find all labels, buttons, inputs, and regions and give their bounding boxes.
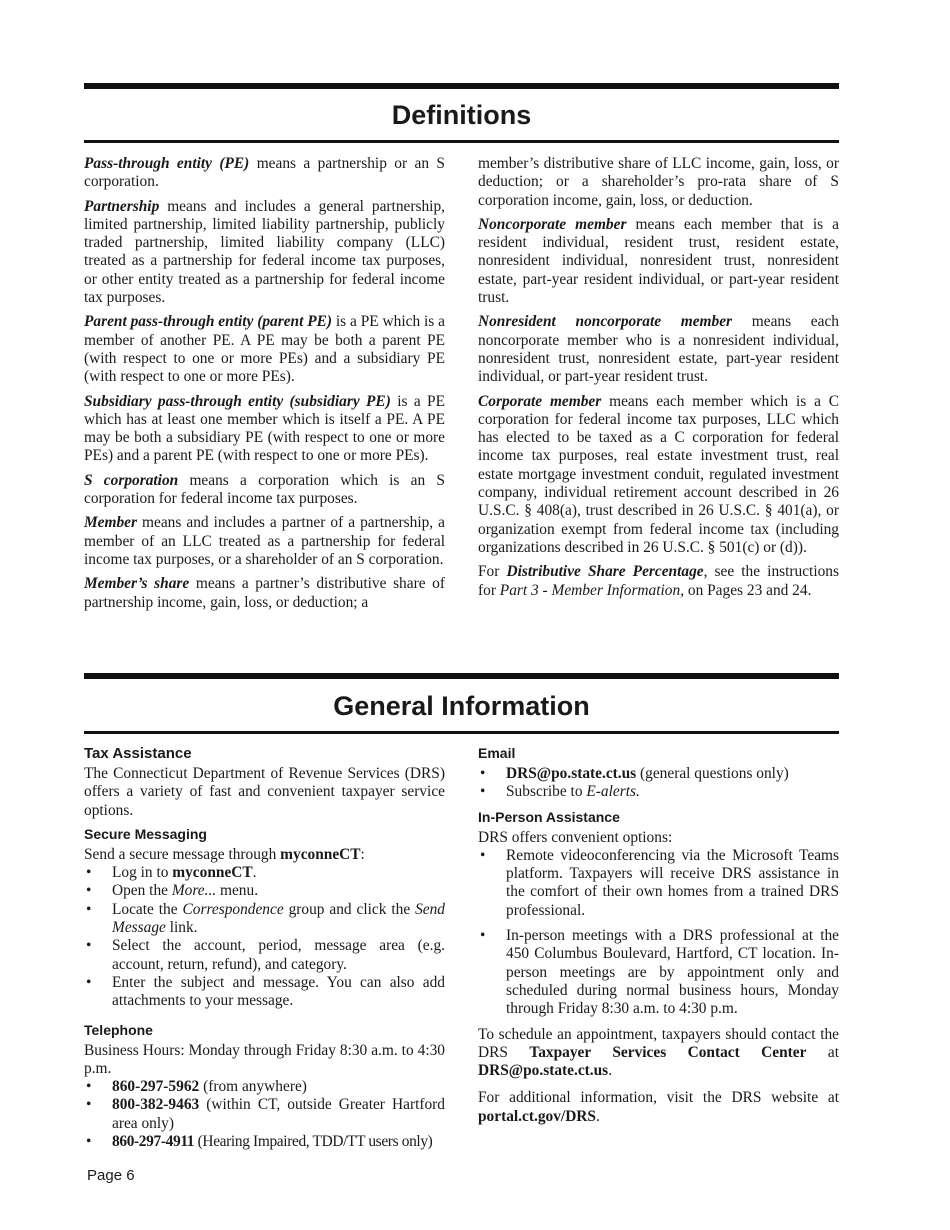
in-person-options (478, 847, 839, 1019)
list-item: • Enter the subject and message. You can also add attachments to your message. (84, 974, 445, 1011)
schedule-appointment-text: To schedule an appointment, taxpayers should contact the DRS Taxpayer Services Contact Center at DRS@po.state.ct.us. (478, 1025, 839, 1080)
in-person-heading: In-Person Assistance (478, 808, 620, 825)
definition-parent-pe: Parent pass-through entity (parent PE) is a PE which is a member of another PE. A PE may be both a parent PE (with respect to one or more PEs) and a subsidiary PE (with respect to one or more PEs). (84, 313, 445, 386)
general-information-header (84, 673, 839, 734)
definition-nonresident-noncorporate-member: Nonresident noncorporate member means each noncorporate member who is a nonresident individual, nonresident trust, nonresident estate, part-year resident individual, or part-year resident trust. (478, 313, 839, 386)
definition-partnership: Partnership means and includes a general partnership, limited partnership, limited liability partnership, publicly traded partnership, limited liability company (LLC) treated as a partnership for federal income tax purposes, or other entity treated as a partnership for federal income tax purposes. (84, 197, 445, 307)
definitions-underline (84, 140, 839, 143)
list-item: • 860-297-5962 (from anywhere) (84, 1078, 445, 1096)
general-information-title: General Information (333, 691, 590, 721)
tax-assistance-text: The Connecticut Department of Revenue Services (DRS) offers a variety of fast and convenient taxpayer service options. (84, 765, 445, 819)
page-number: Page 6 (87, 1167, 135, 1184)
list-item: • Select the account, period, message area (e.g. account, return, refund), and category. (84, 937, 445, 974)
list-item: • Log in to myconneCT. (84, 864, 445, 882)
definitions-header (84, 83, 839, 143)
list-item: • DRS@po.state.ct.us (general questions only) (478, 765, 839, 783)
definition-corporate-member: Corporate member means each member which is a C corporation for federal income tax purposes, LLC which has elected to be taxed as a C corporation for federal income tax purposes, real estate investment trust, real estate mortgage investment conduit, regulated investment company, individual retirement account described in 26 U.S.C. § 408(a), trust described in 26 U.S.C. § 401(a), or organization exempt from federal income tax (including organizations described in 26 U.S.C. § 501(c) or (d)). (478, 392, 839, 556)
definition-members-share: Member’s share means a partner’s distributive share of partnership income, gain, loss, or deduction; a (84, 575, 445, 611)
telephone-hours: Business Hours: Monday through Friday 8:30 a.m. to 4:30 p.m. (84, 1041, 445, 1077)
general-underline (84, 731, 839, 734)
telephone-heading: Telephone (84, 1021, 153, 1038)
general-top-rule (84, 673, 839, 679)
definition-s-corporation: S corporation means a corporation which is an S corporation for federal income tax purposes. (84, 471, 445, 508)
list-item: • Remote videoconferencing via the Microsoft Teams platform. Taxpayers will receive DRS assistance in the comfort of their own homes from a trained DRS professional. (478, 847, 839, 920)
list-item: • Open the More... menu. (84, 882, 445, 900)
list-item: • Subscribe to E-alerts. (478, 783, 839, 801)
email-heading: Email (478, 745, 516, 761)
definition-pass-through: Pass-through entity (PE) means a partnership or an S corporation. (84, 155, 445, 191)
telephone-numbers (84, 1078, 445, 1151)
definition-member: Member means and includes a partner of a partnership, a member of an LLC treated as a partnership for federal income tax purposes, or a shareholder of an S corporation. (84, 514, 445, 568)
general-left-column (84, 744, 445, 1151)
secure-messaging-heading: Secure Messaging (84, 825, 207, 842)
definitions-right-column (478, 155, 839, 606)
definitions-title: Definitions (391, 100, 532, 130)
definition-members-share-continued: member’s distributive share of LLC income, gain, loss, or deduction; or a shareholder’s pro-rata share of S corporation income, gain, loss, or deduction. (478, 155, 839, 209)
definition-noncorporate-member: Noncorporate member means each member that is a resident individual, resident trust, resident estate, nonresident individual, nonresident trust, nonresident estate, part-year resident individual, or part-year resident trust. (478, 215, 839, 307)
email-list (478, 765, 839, 802)
tax-assistance-heading: Tax Assistance (84, 745, 192, 762)
secure-messaging-steps (84, 864, 445, 1010)
definition-subsidiary-pe: Subsidiary pass-through entity (subsidiary PE) is a PE which has at least one member which is itself a PE. A PE may be both a subsidiary PE (with respect to one or more PEs) and a parent PE (with respect to one or more PEs). (84, 392, 445, 465)
top-rule (84, 83, 839, 89)
list-item: • In-person meetings with a DRS professional at the 450 Columbus Boulevard, Hartford, CT location. In-person meetings are by appointment only and scheduled during normal business hours, Monday through Friday 8:30 a.m. to 4:30 p.m. (478, 927, 839, 1018)
in-person-intro: DRS offers convenient options: (478, 828, 673, 846)
additional-information-text: For additional information, visit the DRS website at portal.ct.gov/DRS. (478, 1089, 839, 1125)
general-right-column (478, 744, 839, 1132)
secure-messaging-intro: Send a secure message through myconneCT: (84, 845, 365, 863)
list-item: • 860-297-4911 (Hearing Impaired, TDD/TT users only) (84, 1133, 445, 1151)
definitions-left-column (84, 155, 445, 618)
definition-distributive-share: For Distributive Share Percentage, see the instructions for Part 3 - Member Information, on Pages 23 and 24. (478, 563, 839, 599)
list-item: • 800-382-9463 (within CT, outside Greater Hartford area only) (84, 1096, 445, 1133)
list-item: • Locate the Correspondence group and click the Send Message link. (84, 901, 445, 938)
